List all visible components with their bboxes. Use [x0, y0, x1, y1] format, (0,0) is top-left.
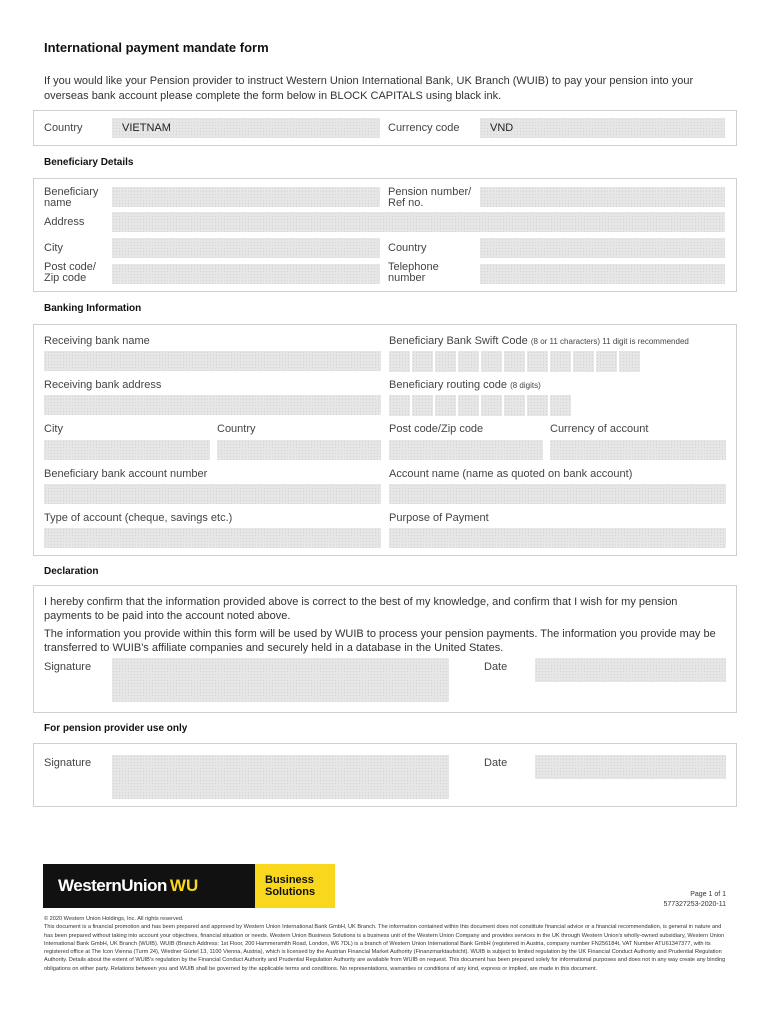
page-number: Page 1 of 1	[690, 891, 726, 898]
intro-text: If you would like your Pension provider to instruct Western Union International Bank, UK Branch (WUIB) to pay your pension into your overseas bank account please complete the form below in BLOCK CAPITALS using black ink.	[44, 75, 694, 102]
beneficiary-country-label: Country	[388, 242, 427, 254]
currency-code-value: VND	[490, 122, 514, 134]
city-field[interactable]	[112, 238, 380, 258]
swift-code-label-text: Beneficiary Bank Swift Code	[389, 335, 528, 347]
declaration-date-field[interactable]	[535, 658, 726, 682]
account-name-field[interactable]	[389, 484, 726, 504]
swift-cell[interactable]	[550, 351, 571, 372]
logo-brand: WesternUnion	[58, 876, 167, 895]
declaration-signature-label: Signature	[44, 661, 92, 673]
provider-signature-label: Signature	[44, 757, 92, 769]
routing-code-note: (8 digits)	[510, 381, 541, 390]
pension-number-field[interactable]	[480, 187, 725, 207]
routing-cell[interactable]	[458, 395, 479, 416]
swift-code-label	[389, 336, 689, 347]
telephone-label-2: number	[388, 272, 426, 284]
address-field[interactable]	[112, 212, 725, 232]
country-label: Country	[44, 122, 83, 134]
banking-heading: Banking Information	[44, 303, 142, 314]
routing-cell[interactable]	[504, 395, 525, 416]
country-field[interactable]	[112, 118, 380, 138]
currency-of-account-field[interactable]	[550, 440, 726, 460]
beneficiary-name-label-2: name	[44, 197, 72, 209]
provider-date-field[interactable]	[535, 755, 726, 779]
routing-code-label-text: Beneficiary routing code	[389, 379, 508, 391]
swift-cell[interactable]	[389, 351, 410, 372]
declaration-date-label: Date	[484, 661, 508, 673]
swift-code-note: (8 or 11 characters) 11 digit is recommended	[530, 337, 689, 346]
routing-cell[interactable]	[389, 395, 410, 416]
receiving-bank-address-label: Receiving bank address	[44, 379, 162, 391]
copyright: © 2020 Western Union Holdings, Inc. All rights reserved.	[44, 916, 184, 922]
receiving-bank-name-label: Receiving bank name	[44, 335, 150, 347]
beneficiary-name-label-1: Beneficiary	[44, 186, 99, 198]
document-code: 577327253-2020-11	[663, 901, 726, 908]
bank-city-field[interactable]	[44, 440, 210, 460]
post-code-field[interactable]	[112, 264, 380, 284]
declaration-signature-field[interactable]	[112, 658, 449, 702]
legal-disclaimer: This document is a financial promotion and has been prepared and approved by Western Union International Bank GmbH, UK Branch. The information contained within this document does not constitute financial advice or a financial recommendation, is general in nature and has been prepared without taking into account your objectives, financial situation or needs. Western Union Business Solutions is a business unit of the Western Union Company and provides services in the UK through Western Union's wholly-owned subsidiary, Western Union International Bank GmbH, UK Branch (WUIB). WUIB (Branch Address: 1st Floor, 200 Hammersmith Road, London, W6 7DL) is a branch of Western Union International Bank GmbH (registered in Austria, company number FN256184t, VAT Number ATU61347377, with its registered office at The Icon Vienna (Turm 24), Wiedner Gürtel 13, 1100 Vienna, Austria), which is licensed by the Austrian Financial Market Authority (Finanzmarktaufsicht). WUIB is subject to limited regulation by the UK Financial Conduct Authority and Prudential Regulation Authority. Details about the extent of WUIB's regulation by the Financial Conduct Authority and Prudential Regulation Authority are available from WUIB on request. This document has been prepared solely for informational purposes and does not in any way create any binding obligations on either party. Relations between you and WUIB shall be governed by the applicable terms and conditions. No representations, warranties or conditions of any kind, express or implied, are made in this document.	[44, 924, 726, 972]
receiving-bank-address-field[interactable]	[44, 395, 381, 415]
pension-number-label-1: Pension number/	[388, 186, 472, 198]
routing-cell[interactable]	[412, 395, 433, 416]
bank-country-label: Country	[217, 423, 256, 435]
currency-code-label: Currency code	[388, 122, 460, 134]
swift-cell[interactable]	[596, 351, 617, 372]
declaration-paragraph-2: The information you provide within this form will be used by WUIB to process your pension payments. The information you provide may be transferred to WUIB's affiliate companies and securely held in a database in the United States.	[44, 628, 716, 654]
logo-line-1: Business	[265, 874, 314, 886]
city-label: City	[44, 242, 63, 254]
swift-cell[interactable]	[412, 351, 433, 372]
swift-cell[interactable]	[481, 351, 502, 372]
currency-of-account-label: Currency of account	[550, 423, 649, 435]
receiving-bank-name-field[interactable]	[44, 351, 381, 371]
swift-cell[interactable]	[619, 351, 640, 372]
post-code-label-1: Post code/	[44, 261, 96, 273]
routing-cell[interactable]	[435, 395, 456, 416]
purpose-field[interactable]	[389, 528, 726, 548]
telephone-field[interactable]	[480, 264, 725, 284]
bank-country-field[interactable]	[217, 440, 381, 460]
logo-mark: WU	[169, 876, 199, 895]
beneficiary-name-field[interactable]	[112, 187, 380, 207]
address-label: Address	[44, 216, 85, 228]
account-name-label: Account name (name as quoted on bank account)	[389, 468, 633, 480]
swift-cell[interactable]	[504, 351, 525, 372]
page-info	[663, 890, 726, 910]
logo-wordmark	[43, 864, 255, 908]
legal-text	[44, 915, 728, 973]
western-union-logo	[43, 864, 335, 908]
account-number-label: Beneficiary bank account number	[44, 468, 208, 480]
provider-date-label: Date	[484, 757, 508, 769]
account-number-field[interactable]	[44, 484, 381, 504]
routing-code-label	[389, 380, 541, 391]
swift-cell[interactable]	[458, 351, 479, 372]
declaration-paragraph-1: I hereby confirm that the information provided above is correct to the best of my knowledge, and confirm that I wish for my pension payments to be paid into the account noted above.	[44, 596, 678, 622]
page-title: International payment mandate form	[44, 40, 269, 55]
routing-cell[interactable]	[550, 395, 571, 416]
pension-number-label-2: Ref no.	[388, 197, 424, 209]
post-code-label-2: Zip code	[44, 272, 87, 284]
provider-heading: For pension provider use only	[44, 723, 188, 734]
swift-cell[interactable]	[527, 351, 548, 372]
country-value: VIETNAM	[122, 122, 171, 134]
swift-cell[interactable]	[573, 351, 594, 372]
declaration-heading: Declaration	[44, 566, 99, 577]
bank-city-label: City	[44, 423, 63, 435]
beneficiary-heading: Beneficiary Details	[44, 157, 134, 168]
bank-post-code-field[interactable]	[389, 440, 543, 460]
logo-business-solutions	[255, 864, 335, 908]
purpose-label: Purpose of Payment	[389, 512, 489, 524]
routing-cell[interactable]	[527, 395, 548, 416]
account-type-field[interactable]	[44, 528, 381, 548]
swift-cell[interactable]	[435, 351, 456, 372]
provider-signature-field[interactable]	[112, 755, 449, 799]
beneficiary-country-field[interactable]	[480, 238, 725, 258]
routing-code-cells[interactable]	[389, 395, 571, 416]
swift-code-cells[interactable]	[389, 351, 640, 372]
account-type-label: Type of account (cheque, savings etc.)	[44, 512, 233, 524]
telephone-label-1: Telephone	[388, 261, 439, 273]
logo-line-2: Solutions	[265, 886, 316, 898]
bank-post-code-label: Post code/Zip code	[389, 423, 484, 435]
currency-code-field[interactable]	[480, 118, 725, 138]
routing-cell[interactable]	[481, 395, 502, 416]
